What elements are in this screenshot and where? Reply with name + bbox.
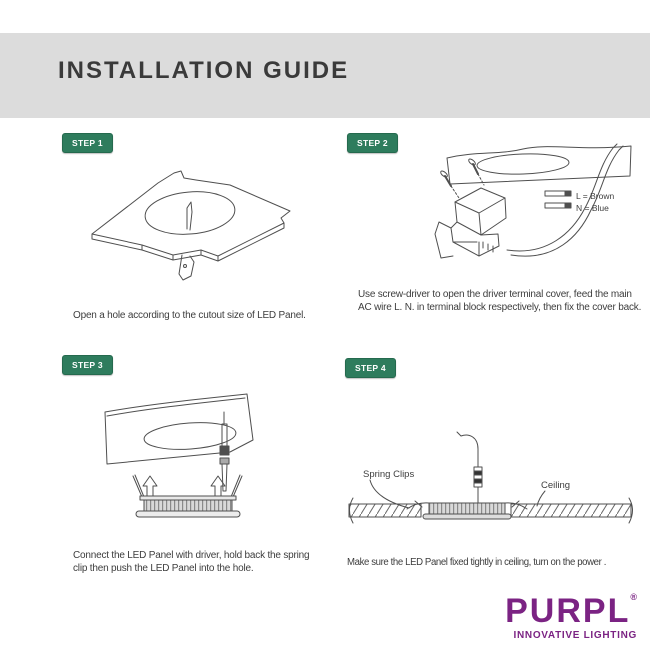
wire-symbol-live-tip: [565, 191, 571, 196]
step-1-caption: Open a hole according to the cutout size of LED Panel.: [73, 310, 306, 321]
led-panel-top-plate: [140, 496, 236, 500]
led-panel-rim: [136, 511, 240, 517]
step-1-illustration: [84, 158, 306, 303]
wire-symbol-neutral: [545, 203, 565, 208]
step-1-badge: STEP 1: [62, 133, 113, 153]
step-4-caption: Make sure the LED Panel fixed tightly in ceiling, turn on the power .: [347, 557, 607, 568]
step-4-badge: STEP 4: [345, 358, 396, 378]
wire-symbol-neutral-tip: [565, 203, 571, 208]
logo-wordmark: PURPL: [505, 592, 631, 630]
step-3-badge: STEP 3: [62, 355, 113, 375]
wire-up: [457, 432, 478, 467]
led-panel-rim: [423, 514, 511, 519]
step-2-badge: STEP 2: [347, 133, 398, 153]
connector-band-2: [474, 479, 482, 483]
wire-symbol-live: [545, 191, 565, 196]
spring-clip-left: [133, 475, 144, 497]
step-4-illustration: [345, 423, 640, 535]
driver-top-face: [455, 188, 505, 213]
step-2-illustration: [347, 138, 640, 288]
neutral-wire-label: N = Blue: [576, 203, 609, 213]
connector-band-light: [220, 458, 229, 464]
led-panel-fins: [144, 500, 232, 512]
panel-thickness: [92, 223, 284, 261]
step-3-section: [62, 355, 344, 595]
driver-bracket: [435, 222, 453, 258]
spring-clip-right: [231, 475, 242, 497]
cutout-hole: [477, 152, 570, 175]
led-panel-fins: [429, 503, 505, 515]
step-4-section: [345, 358, 645, 593]
ceiling-band-left: [349, 504, 421, 517]
step-3-caption: Connect the LED Panel with driver, hold back the spring clip then push the LED Panel into the hole.: [73, 550, 310, 575]
step-3-illustration: [70, 390, 272, 548]
live-wire-label: L = Brown: [576, 191, 615, 201]
screw-2-head: [468, 158, 477, 166]
connector-band-dark: [220, 446, 229, 455]
terminal-pins: [483, 242, 493, 252]
panel-top-face: [92, 171, 290, 256]
ceiling-band-right: [511, 504, 631, 517]
brand-logo: [505, 594, 637, 641]
step-2-section: [347, 133, 644, 348]
screw-guide-lines: [451, 174, 484, 198]
ceiling-panel: [105, 394, 253, 464]
step-1-section: [62, 133, 342, 348]
logo-tagline: INNOVATIVE LIGHTING: [513, 630, 637, 641]
connector-body: [474, 467, 482, 487]
step-2-caption: Use screw-driver to open the driver terminal cover, feed the main AC wire L. N. in terminal block respectively, then fix the cover back.: [358, 289, 642, 314]
header-band: [0, 33, 650, 118]
ceiling-label: Ceiling: [541, 480, 571, 491]
connector-band-1: [474, 471, 482, 475]
knife-handle: [179, 255, 194, 280]
connector-rod: [222, 412, 227, 446]
connector-tip: [222, 464, 227, 491]
up-arrow-left: [143, 476, 157, 497]
driver-body: [455, 198, 506, 235]
ac-wire-2: [511, 146, 623, 256]
screw-1-head: [440, 170, 449, 178]
knife-blade: [187, 202, 192, 230]
knife-rivet: [184, 265, 187, 268]
registered-trademark-symbol: ®: [630, 592, 637, 602]
page-title: INSTALLATION GUIDE: [58, 57, 350, 84]
spring-clips-label: Spring Clips: [363, 469, 415, 480]
